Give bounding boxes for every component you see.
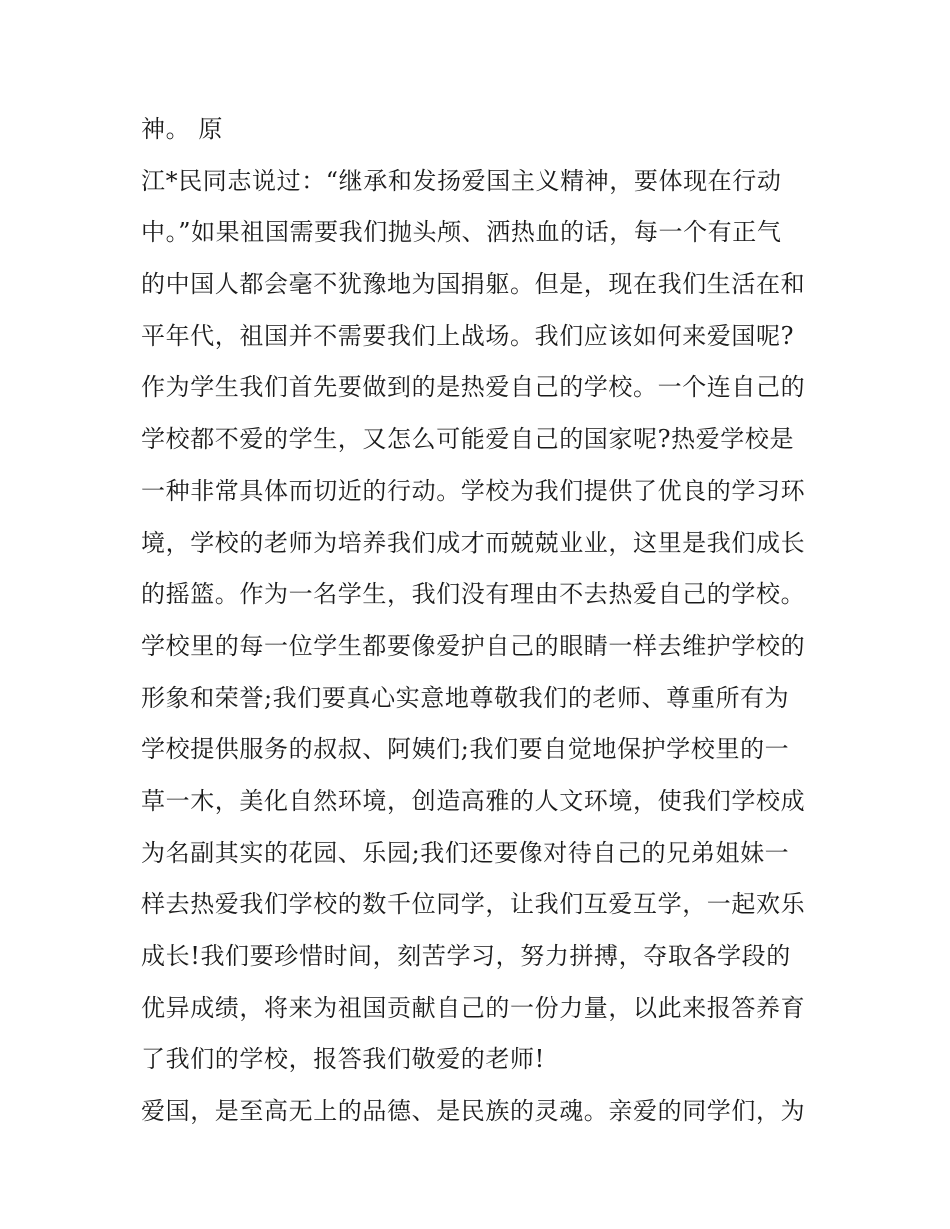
text-line: 样去热爱我们学校的数千位同学，让我们互爱互学，一起欢乐: [141, 890, 806, 919]
text-line: 神。 原: [141, 115, 224, 143]
text-line: 的摇篮。作为一名学生，我们没有理由不去热爱自己的学校。: [141, 580, 806, 609]
text-line: 草一木，美化自然环境，创造高雅的人文环境，使我们学校成: [141, 786, 806, 815]
text-line: 作为学生我们首先要做到的是热爱自己的学校。一个连自己的: [141, 373, 806, 402]
text-line: 为名副其实的花园、乐园;我们还要像对待自己的兄弟姐妹一: [141, 838, 790, 867]
text-line: 形象和荣誉;我们要真心实意地尊敬我们的老师、尊重所有为: [141, 683, 790, 712]
text-line: 优异成绩，将来为祖国贡献自己的一份力量，以此来报答养育: [141, 993, 806, 1022]
text-line: 学校里的每一位学生都要像爱护自己的眼睛一样去维护学校的: [141, 631, 806, 660]
text-line: 成长!我们要珍惜时间，刻苦学习，努力拼搏，夺取各学段的: [141, 942, 791, 970]
text-line: 境，学校的老师为培养我们成才而兢兢业业，这里是我们成长: [141, 528, 806, 557]
body-text: [141, 110, 831, 1144]
text-line: 一种非常具体而切近的行动。学校为我们提供了优良的学习环: [141, 476, 806, 505]
text-line: 了我们的学校，报答我们敬爱的老师!: [141, 1045, 545, 1074]
text-line: 的中国人都会毫不犹豫地为国捐躯。但是，现在我们生活在和: [141, 270, 806, 299]
text-line: 平年代，祖国并不需要我们上战场。我们应该如何来爱国呢?: [141, 321, 795, 350]
text-line: 中。”如果祖国需要我们抛头颅、洒热血的话，每一个有正气: [141, 218, 782, 247]
text-line: 学校都不爱的学生，又怎么可能爱自己的国家呢?热爱学校是: [141, 425, 795, 454]
text-line: 江*民同志说过：“继承和发扬爱国主义精神，要体现在行动: [141, 166, 782, 195]
text-line: 学校提供服务的叔叔、阿姨们;我们要自觉地保护学校里的一: [141, 735, 790, 764]
text-line: 爱国，是至高无上的品德、是民族的灵魂。亲爱的同学们，为: [141, 1097, 806, 1126]
